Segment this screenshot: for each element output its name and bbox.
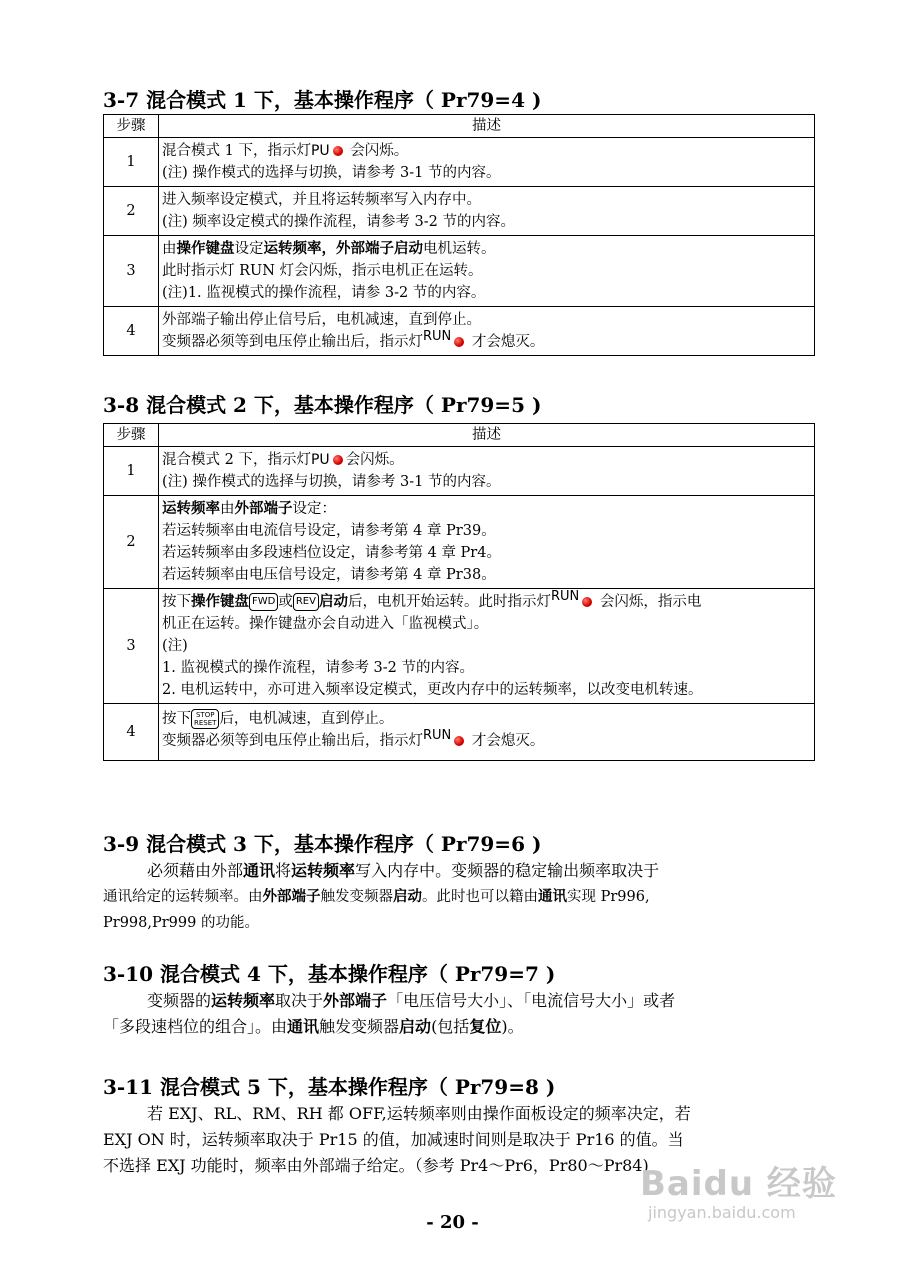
watermark-url: jingyan.baidu.com (648, 1203, 796, 1222)
desc-text: 设定： (292, 501, 336, 517)
desc-text: 会闪烁。 (345, 452, 404, 468)
desc-text: 才会熄灭。 (467, 733, 545, 749)
desc-bold: 启动 (318, 593, 348, 610)
table-row (104, 236, 815, 307)
body-text: 触发变频器 (320, 889, 393, 905)
desc-text: (注) 频率设定模式的操作流程，请参考 3-2 节的内容。 (162, 214, 515, 230)
table-3-7 (103, 114, 815, 356)
step-desc (159, 704, 815, 761)
body-text: 触发变频器 (319, 1017, 400, 1036)
desc-bold: 外部端子 (234, 500, 293, 517)
desc-text: (注) 操作模式的选择与切换，请参考 3-1 节的内容。 (162, 474, 501, 490)
desc-text: 由 (162, 241, 177, 257)
desc-text: 变频器必须等到电压停止输出后，指示灯 (162, 334, 423, 350)
desc-text: 2. 电机运转中，亦可进入频率设定模式，更改内存中的运转频率，以改变电机转速。 (162, 682, 703, 698)
baidu-watermark (640, 1165, 837, 1222)
desc-text: 会闪烁，指示电 (595, 594, 702, 610)
pu-indicator-label: PU (310, 143, 330, 159)
body-bold: 外部端子 (323, 991, 388, 1010)
step-desc (159, 589, 815, 704)
body-bold: 复位 (469, 1017, 502, 1036)
step-number: 2 (104, 187, 159, 236)
section-3-9-title: 3-9 混合模式 3 下，基本操作程序（ Pr79=6 ) (103, 832, 542, 856)
rev-key-icon: REV (293, 593, 319, 611)
table-3-8 (103, 423, 815, 761)
body-text: 必须藉由外部 (147, 861, 244, 880)
step-number: 3 (104, 589, 159, 704)
step-number: 1 (104, 138, 159, 187)
body-text: 取决于 (275, 991, 324, 1010)
desc-text: 后，电机开始运转。此时指示灯 (347, 594, 551, 610)
led-indicator-icon (454, 736, 464, 746)
stop-key-label: STOP (195, 711, 215, 719)
table-header-row (104, 424, 815, 447)
desc-text: 由 (220, 501, 235, 517)
desc-bold: 运转频率 (263, 240, 322, 257)
body-text: 「电压信号大小」、「电流信号大小」或者 (387, 991, 676, 1010)
body-bold: 通讯 (243, 861, 276, 880)
desc-bold: ， (321, 240, 336, 257)
led-indicator-icon (582, 597, 592, 607)
section-3-7-title: 3-7 混合模式 1 下，基本操作程序（ Pr79=4 ) (103, 88, 542, 112)
header-step: 步骤 (104, 115, 159, 138)
desc-text: 按下 (162, 711, 191, 727)
body-text: Pr998,Pr999 的功能。 (103, 915, 259, 931)
step-desc (159, 496, 815, 589)
desc-bold: 外部端子启动 (336, 240, 423, 257)
run-indicator-label: RUN (423, 329, 452, 345)
desc-text: 若运转频率由多段速档位设定，请参考第 4 章 Pr4。 (162, 545, 501, 561)
body-text: 「多段速档位的组合」。由 (103, 1017, 288, 1036)
desc-text: 进入频率设定模式，并且将运转频率写入内存中。 (162, 192, 481, 208)
desc-text: 电机运转。 (423, 241, 496, 257)
body-text: 通讯给定的运转频率。由 (103, 889, 263, 905)
section-3-10-body (103, 988, 833, 1040)
body-text: )。 (501, 1017, 524, 1036)
desc-text: 后，电机减速，直到停止。 (219, 711, 394, 727)
body-bold: 通讯 (287, 1017, 320, 1036)
section-3-8-title: 3-8 混合模式 2 下，基本操作程序（ Pr79=5 ) (103, 393, 542, 417)
table-row (104, 307, 815, 356)
desc-text: 1. 监视模式的操作流程，请参考 3-2 节的内容。 (162, 660, 475, 676)
table-row (104, 704, 815, 761)
body-text: 将 (275, 861, 292, 880)
step-desc (159, 236, 815, 307)
body-text: 不选择 EXJ 功能时，频率由外部端子给定。（参考 Pr4～Pr6，Pr80～Pr84) (103, 1156, 649, 1175)
stop-reset-key-icon (191, 709, 219, 729)
table-header-row (104, 115, 815, 138)
desc-text: 若运转频率由电压信号设定，请参考第 4 章 Pr38。 (162, 567, 496, 583)
section-3-11-title: 3-11 混合模式 5 下，基本操作程序（ Pr79=8 ) (103, 1075, 556, 1099)
body-text: 。此时也可以籍由 (422, 889, 538, 905)
desc-text: 设定 (234, 241, 264, 257)
step-desc (159, 307, 815, 356)
table-row (104, 496, 815, 589)
pu-indicator-label: PU (310, 452, 330, 468)
desc-text: (注) 操作模式的选择与切换，请参考 3-1 节的内容。 (162, 165, 501, 181)
desc-text: 外部端子输出停止信号后，电机减速，直到停止。 (162, 312, 481, 328)
body-bold: 启动 (399, 1017, 432, 1036)
led-indicator-icon (333, 146, 343, 156)
fwd-key-icon: FWD (249, 593, 278, 611)
led-indicator-icon (333, 455, 343, 465)
body-text: 写入内存中。变频器的稳定输出频率取决于 (355, 861, 660, 880)
header-desc: 描述 (159, 115, 815, 138)
desc-text: 会闪烁。 (345, 143, 409, 159)
desc-text: 变频器必须等到电压停止输出后，指示灯 (162, 733, 423, 749)
desc-text: 混合模式 2 下，指示灯 (162, 452, 311, 468)
header-step: 步骤 (104, 424, 159, 447)
table-row (104, 589, 815, 704)
step-number: 4 (104, 704, 159, 761)
desc-bold: 运转频率 (162, 500, 220, 517)
body-bold: 启动 (393, 888, 422, 905)
body-bold: 运转频率 (211, 991, 276, 1010)
header-desc: 描述 (159, 424, 815, 447)
desc-text: (注)1. 监视模式的操作流程，请参 3-2 节的内容。 (162, 285, 486, 301)
step-number: 3 (104, 236, 159, 307)
led-indicator-icon (454, 337, 464, 347)
body-bold: 外部端子 (262, 888, 321, 905)
table-row (104, 187, 815, 236)
section-3-9-body (103, 858, 833, 936)
body-bold: 通讯 (538, 888, 567, 905)
desc-text: 机正在运转。操作键盘亦会自动进入「监视模式」。 (162, 616, 489, 632)
body-text: 实现 Pr996, (567, 889, 650, 905)
section-3-10-title: 3-10 混合模式 4 下，基本操作程序（ Pr79=7 ) (103, 962, 556, 986)
run-indicator-label: RUN (550, 589, 580, 605)
desc-bold: 操作键盘 (176, 240, 235, 257)
body-text: EXJ ON 时，运转频率取决于 Pr15 的值，加减速时间则是取决于 Pr16 的值。当 (103, 1130, 684, 1149)
desc-text: 或 (278, 594, 293, 610)
step-number: 1 (104, 447, 159, 496)
step-number: 2 (104, 496, 159, 589)
desc-bold: 操作键盘 (191, 593, 249, 610)
table-row (104, 447, 815, 496)
desc-text: (注) (162, 638, 188, 654)
step-number: 4 (104, 307, 159, 356)
desc-text: 此时指示灯 RUN 灯会闪烁，指示电机正在运转。 (162, 263, 483, 279)
desc-text: 按下 (162, 594, 191, 610)
watermark-brand: Baidu 经验 (640, 1164, 837, 1204)
run-indicator-label: RUN (423, 728, 452, 744)
body-text: 若 EXJ、RL、RM、RH 都 OFF,运转频率则由操作面板设定的频率决定，若 (147, 1104, 691, 1123)
desc-text: 混合模式 1 下，指示灯 (162, 143, 311, 159)
desc-text: 才会熄灭。 (467, 334, 545, 350)
body-text: (包括 (431, 1017, 470, 1036)
body-text: 变频器的 (147, 991, 212, 1010)
page-number: - 20 - (426, 1212, 479, 1233)
step-desc (159, 187, 815, 236)
table-row (104, 138, 815, 187)
step-desc (159, 447, 815, 496)
body-bold: 运转频率 (291, 861, 356, 880)
reset-key-label: RESET (194, 719, 217, 727)
step-desc (159, 138, 815, 187)
desc-text: 若运转频率由电流信号设定，请参考第 4 章 Pr39。 (162, 523, 496, 539)
